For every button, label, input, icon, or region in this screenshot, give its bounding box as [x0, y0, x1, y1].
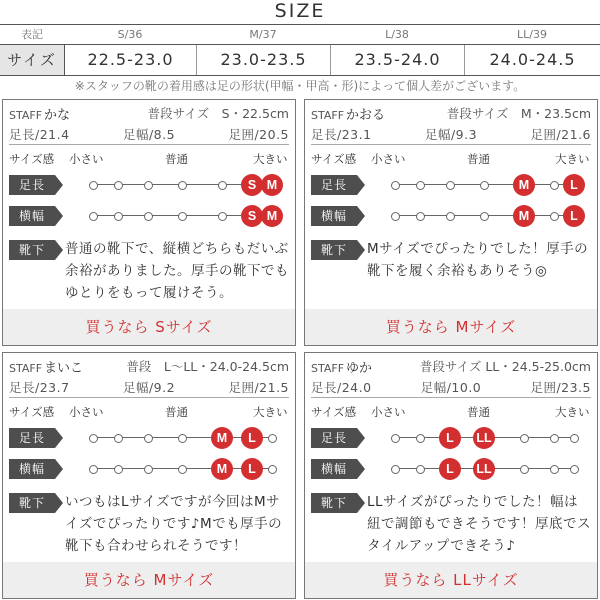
size-header-cell: 表記	[21, 28, 43, 41]
card-divider	[9, 144, 289, 145]
scale-normal-label: 普通	[467, 152, 490, 166]
length-scale	[389, 428, 577, 448]
scale-dot	[114, 212, 123, 221]
width-scale	[87, 459, 275, 479]
scale-dot	[114, 465, 123, 474]
staff-profile	[311, 104, 591, 123]
foot-circumference-value: 足囲/23.5	[530, 380, 591, 395]
scale-dot	[550, 465, 559, 474]
size-value-cell: 23.0-23.5	[196, 45, 330, 75]
scale-normal-label: 普通	[467, 405, 490, 419]
size-fit-marker: M	[513, 174, 535, 196]
scale-title: サイズ感	[9, 405, 55, 419]
size-fit-marker: L	[563, 174, 585, 196]
usual-size: 普段サイズ M・23.5cm	[446, 106, 591, 121]
foot-width-value: 足幅/9.3	[424, 127, 478, 142]
staff-profile	[311, 357, 591, 376]
size-fit-marker: S	[241, 174, 263, 196]
scale-dot	[446, 181, 455, 190]
staff-tag: STAFF	[311, 362, 345, 375]
staff-profile	[9, 357, 289, 376]
foot-length-value: 足長/23.1	[311, 127, 372, 142]
recommended-size: 買うなら Mサイズ	[305, 309, 597, 345]
size-fit-marker: L	[241, 427, 263, 449]
foot-measurements	[9, 125, 289, 143]
foot-width-value: 足幅/10.0	[420, 380, 482, 395]
usual-size: 普段サイズ S・22.5cm	[147, 106, 289, 121]
staff-comment: 普通の靴下で、縦横どちらもだいぶ余裕がありました。厚手の靴下でもゆとりをもって履けそう。	[65, 241, 289, 301]
foot-width-value: 足幅/9.2	[122, 380, 176, 395]
scale-dot	[144, 212, 153, 221]
scale-dot	[550, 434, 559, 443]
scale-large-label: 大きい	[253, 152, 288, 166]
scale-dot	[218, 212, 227, 221]
scale-large-label: 大きい	[555, 405, 590, 419]
scale-dot	[520, 434, 529, 443]
scale-header	[311, 151, 591, 167]
width-scale	[389, 206, 577, 226]
foot-length-value: 足長/21.4	[9, 127, 70, 142]
foot-circumference-value: 足囲/21.5	[228, 380, 289, 395]
staff-card	[2, 99, 296, 346]
length-label: 足長	[311, 175, 357, 195]
width-scale	[389, 459, 577, 479]
width-label: 横幅	[9, 459, 55, 479]
scale-small-label: 小さい	[371, 405, 406, 419]
scale-dot	[218, 181, 227, 190]
scale-dot	[391, 212, 400, 221]
size-title: SIZE	[274, 0, 326, 22]
scale-dot	[178, 465, 187, 474]
scale-dot	[446, 212, 455, 221]
size-fit-marker: L	[439, 427, 461, 449]
scale-dot	[391, 181, 400, 190]
scale-dot	[268, 465, 277, 474]
scale-dot	[178, 212, 187, 221]
scale-header	[311, 404, 591, 420]
staff-card	[304, 99, 598, 346]
size-fit-marker: LL	[473, 458, 495, 480]
scale-dot	[570, 465, 579, 474]
length-scale	[389, 175, 577, 195]
width-label: 横幅	[311, 459, 357, 479]
size-fit-marker: M	[211, 458, 233, 480]
size-fit-marker: L	[563, 205, 585, 227]
scale-dot	[144, 434, 153, 443]
scale-dot	[178, 181, 187, 190]
size-fit-marker: M	[261, 174, 283, 196]
scale-dot	[144, 181, 153, 190]
scale-dot	[268, 434, 277, 443]
size-fit-marker: M	[261, 205, 283, 227]
scale-title: サイズ感	[9, 152, 55, 166]
scale-dot	[391, 434, 400, 443]
size-fit-marker: L	[439, 458, 461, 480]
fit-disclaimer: ※スタッフの靴の着用感は足の形状(甲幅・甲高・形)によって個人差がございます。	[74, 79, 526, 93]
staff-tag: STAFF	[311, 109, 345, 122]
size-value-cell: 23.5-24.0	[330, 45, 464, 75]
card-divider	[9, 397, 289, 398]
foot-circumference-value: 足囲/20.5	[228, 127, 289, 142]
width-label: 横幅	[9, 206, 55, 226]
scale-small-label: 小さい	[69, 405, 104, 419]
size-fit-marker: S	[241, 205, 263, 227]
scale-dot	[114, 181, 123, 190]
scale-dot	[416, 465, 425, 474]
scale-dot	[89, 434, 98, 443]
scale-large-label: 大きい	[555, 152, 590, 166]
size-header-cell: M/37	[249, 28, 277, 41]
scale-dot	[550, 181, 559, 190]
staff-name: かおる	[346, 108, 386, 123]
scale-header	[9, 404, 289, 420]
staff-comment: LLサイズがぴったりでした！幅は紐で調節もできそうです！厚底でスタイルアップできそう♪	[367, 494, 591, 554]
socks-label: 靴下	[9, 493, 55, 513]
scale-dot	[391, 465, 400, 474]
scale-dot	[570, 434, 579, 443]
scale-dot	[178, 434, 187, 443]
size-fit-marker: LL	[473, 427, 495, 449]
scale-small-label: 小さい	[69, 152, 104, 166]
usual-size: 普段サイズ LL・24.5-25.0cm	[419, 359, 591, 374]
length-scale	[87, 428, 275, 448]
width-label: 横幅	[311, 206, 357, 226]
staff-name: ゆか	[346, 361, 373, 376]
title-rule	[0, 24, 600, 25]
size-fit-marker: M	[513, 205, 535, 227]
foot-measurements	[311, 378, 591, 396]
scale-dot	[416, 181, 425, 190]
scale-dot	[480, 181, 489, 190]
socks-label: 靴下	[311, 493, 357, 513]
scale-small-label: 小さい	[371, 152, 406, 166]
scale-dot	[520, 465, 529, 474]
foot-length-value: 足長/24.0	[311, 380, 372, 395]
scale-normal-label: 普通	[165, 405, 188, 419]
size-header-cell: S/36	[117, 28, 143, 41]
card-divider	[311, 144, 591, 145]
foot-length-value: 足長/23.7	[9, 380, 70, 395]
foot-measurements	[311, 125, 591, 143]
scale-title: サイズ感	[311, 152, 357, 166]
scale-dot	[114, 434, 123, 443]
scale-dot	[144, 465, 153, 474]
staff-tag: STAFF	[9, 362, 43, 375]
size-fit-marker: M	[211, 427, 233, 449]
length-label: 足長	[9, 428, 55, 448]
staff-card	[304, 352, 598, 599]
scale-dot	[89, 181, 98, 190]
scale-dot	[550, 212, 559, 221]
size-value-cell: 24.0-24.5	[464, 45, 600, 75]
size-table-header	[0, 26, 600, 44]
staff-profile	[9, 104, 289, 123]
scale-title: サイズ感	[311, 405, 357, 419]
scale-normal-label: 普通	[165, 152, 188, 166]
scale-dot	[89, 212, 98, 221]
recommended-size: 買うなら LLサイズ	[305, 562, 597, 598]
staff-card	[2, 352, 296, 599]
card-divider	[311, 397, 591, 398]
size-value-cell: 22.5-23.0	[64, 45, 196, 75]
width-scale	[87, 206, 278, 226]
usual-size: 普段 L〜LL・24.0-24.5cm	[126, 359, 289, 374]
scale-dot	[416, 434, 425, 443]
scale-large-label: 大きい	[253, 405, 288, 419]
length-label: 足長	[311, 428, 357, 448]
recommended-size: 買うなら Sサイズ	[3, 309, 295, 345]
scale-dot	[416, 212, 425, 221]
size-row-label: サイズ	[0, 45, 64, 75]
staff-name: まいこ	[44, 361, 84, 376]
socks-label: 靴下	[311, 240, 357, 260]
recommended-size: 買うなら Mサイズ	[3, 562, 295, 598]
size-table-row	[0, 44, 600, 76]
foot-measurements	[9, 378, 289, 396]
length-label: 足長	[9, 175, 55, 195]
foot-width-value: 足幅/8.5	[122, 127, 176, 142]
size-header-cell: L/38	[385, 28, 409, 41]
staff-name: かな	[44, 108, 71, 123]
staff-tag: STAFF	[9, 109, 43, 122]
length-scale	[87, 175, 278, 195]
socks-label: 靴下	[9, 240, 55, 260]
scale-header	[9, 151, 289, 167]
staff-comment: いつもはLサイズですが今回はMサイズでぴったりです♪Mでも厚手の靴下も合わせられそうです！	[65, 494, 283, 554]
size-header-cell: LL/39	[517, 28, 547, 41]
size-table	[0, 26, 600, 76]
size-fit-marker: L	[241, 458, 263, 480]
staff-comment: Mサイズでぴったりでした！厚手の靴下を履く余裕もありそう◎	[367, 241, 589, 279]
foot-circumference-value: 足囲/21.6	[530, 127, 591, 142]
scale-dot	[89, 465, 98, 474]
scale-dot	[480, 212, 489, 221]
